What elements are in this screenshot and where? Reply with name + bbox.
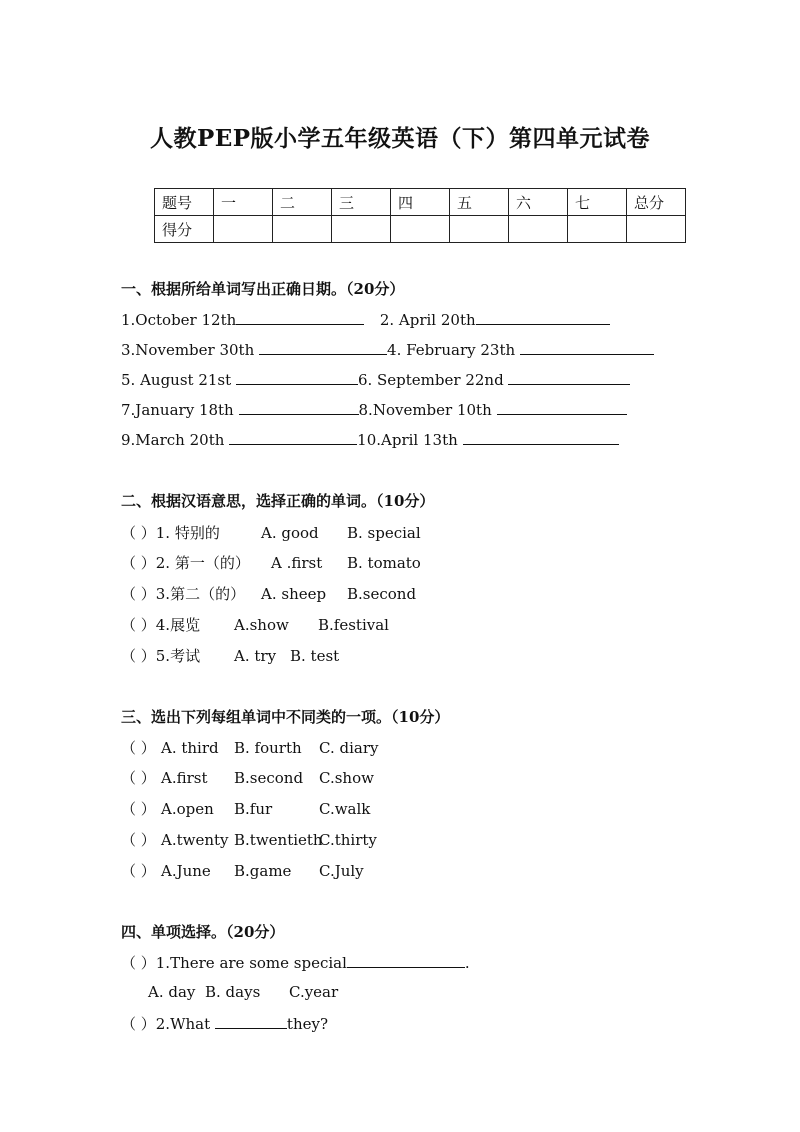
answer-parentheses[interactable]: （ ） [121, 800, 156, 818]
score-header-cell: 总分 [627, 189, 686, 216]
answer-blank[interactable] [347, 953, 465, 968]
options-row [148, 983, 338, 1001]
question-text: （ ）2. 第一（的） [121, 554, 250, 572]
date-question-row [121, 340, 654, 359]
option-b: B. fourth [234, 739, 302, 757]
question-text: （ ）2.What [121, 1015, 211, 1033]
choice-question-row [121, 583, 416, 604]
odd-one-out-row [121, 860, 364, 881]
date-question: 3.November 30th [121, 341, 255, 359]
score-cell[interactable] [627, 216, 686, 243]
option-b: B.second [347, 585, 417, 603]
score-table [154, 188, 686, 243]
single-choice-question [121, 1013, 328, 1034]
option-b: B. special [347, 524, 421, 542]
score-header-cell: 三 [332, 189, 391, 216]
score-cell[interactable] [214, 216, 273, 243]
score-table-score-row [155, 216, 686, 243]
score-cell[interactable] [273, 216, 332, 243]
question-text: （ ）4.展览 [121, 616, 201, 634]
option-a: A. third [161, 739, 219, 757]
option-c: C.thirty [319, 831, 377, 849]
option-a: A. good [261, 524, 319, 542]
option-a: A .first [271, 554, 323, 572]
answer-parentheses[interactable]: （ ） [121, 769, 156, 787]
date-question: 10.April 13th [357, 431, 458, 449]
answer-blank[interactable] [239, 400, 359, 415]
answer-blank[interactable] [229, 430, 357, 445]
date-question: 2. April 20th [379, 311, 476, 329]
option-a: A.first [161, 769, 208, 787]
date-question: 8.November 10th [358, 401, 492, 419]
score-header-cell: 一 [214, 189, 273, 216]
date-question: 4. February 23th [387, 341, 516, 359]
score-header-cell: 四 [391, 189, 450, 216]
question-text: （ ）3.第二（的） [121, 585, 246, 603]
answer-parentheses[interactable]: （ ） [121, 831, 156, 849]
section1-heading: 一、根据所给单词写出正确日期。（20分） [121, 280, 405, 298]
answer-blank[interactable] [236, 310, 364, 325]
question-text: （ ）1.There are some special [121, 954, 347, 972]
answer-blank[interactable] [236, 370, 358, 385]
choice-question-row [121, 522, 421, 543]
score-cell[interactable] [391, 216, 450, 243]
choice-question-row [121, 614, 389, 635]
question-text: （ ）5.考试 [121, 647, 201, 665]
option-b: B.second [234, 769, 304, 787]
answer-parentheses[interactable]: （ ） [121, 739, 156, 757]
date-question: 1.October 12th [121, 311, 237, 329]
date-question: 6. September 22nd [357, 371, 504, 389]
option-a: A.show [234, 616, 289, 634]
score-cell[interactable] [332, 216, 391, 243]
date-question-row [121, 400, 627, 419]
question-text: （ ）1. 特别的 [121, 524, 220, 542]
date-question-row [121, 310, 610, 329]
option-c: C.July [319, 862, 364, 880]
option-b: B.festival [318, 616, 389, 634]
option-b: B.game [234, 862, 292, 880]
section3-heading: 三、选出下列每组单词中不同类的一项。（10分） [121, 708, 450, 726]
date-question-row [121, 370, 630, 389]
option-c: C.walk [319, 800, 371, 818]
option-b: B.fur [234, 800, 273, 818]
date-question-row [121, 430, 619, 449]
option-b: B. days [205, 983, 261, 1001]
option-b: B.twentieth [234, 831, 323, 849]
option-c: C. diary [319, 739, 379, 757]
section4-heading: 四、单项选择。（20分） [121, 923, 285, 941]
answer-blank[interactable] [215, 1014, 287, 1029]
question-suffix: they? [286, 1015, 329, 1033]
answer-blank[interactable] [497, 400, 627, 415]
date-question: 7.January 18th [121, 401, 234, 419]
score-header-cell: 二 [273, 189, 332, 216]
score-header-cell: 题号 [155, 189, 214, 216]
odd-one-out-row [121, 829, 377, 850]
option-a: A.June [161, 862, 211, 880]
option-c: C.year [289, 983, 339, 1001]
single-choice-question [121, 952, 470, 973]
score-table-header-row [155, 189, 686, 216]
score-header-cell: 七 [568, 189, 627, 216]
option-b: B. tomato [347, 554, 421, 572]
answer-blank[interactable] [508, 370, 630, 385]
date-question: 9.March 20th [121, 431, 225, 449]
option-b: B. test [290, 647, 340, 665]
score-header-cell: 五 [450, 189, 509, 216]
score-cell[interactable] [450, 216, 509, 243]
answer-blank[interactable] [520, 340, 654, 355]
answer-blank[interactable] [476, 310, 610, 325]
score-cell[interactable] [509, 216, 568, 243]
choice-question-row [121, 645, 339, 666]
question-suffix: . [464, 954, 470, 972]
option-a: A. try [234, 647, 277, 665]
date-question: 5. August 21st [121, 371, 232, 389]
option-c: C.show [319, 769, 374, 787]
option-a: A. day [148, 983, 196, 1001]
page-title: 人教PEP版小学五年级英语（下）第四单元试卷 [149, 125, 651, 152]
score-cell[interactable] [568, 216, 627, 243]
answer-blank[interactable] [463, 430, 619, 445]
score-header-cell: 六 [509, 189, 568, 216]
answer-parentheses[interactable]: （ ） [121, 862, 156, 880]
odd-one-out-row [121, 798, 370, 819]
odd-one-out-row [121, 767, 374, 788]
answer-blank[interactable] [259, 340, 387, 355]
option-a: A.open [161, 800, 214, 818]
option-a: A.twenty [161, 831, 229, 849]
choice-question-row [121, 552, 421, 573]
score-row-label: 得分 [155, 216, 214, 243]
section2-heading: 二、根据汉语意思，选择正确的单词。（10分） [121, 492, 435, 510]
option-a: A. sheep [261, 585, 327, 603]
odd-one-out-row [121, 737, 378, 758]
